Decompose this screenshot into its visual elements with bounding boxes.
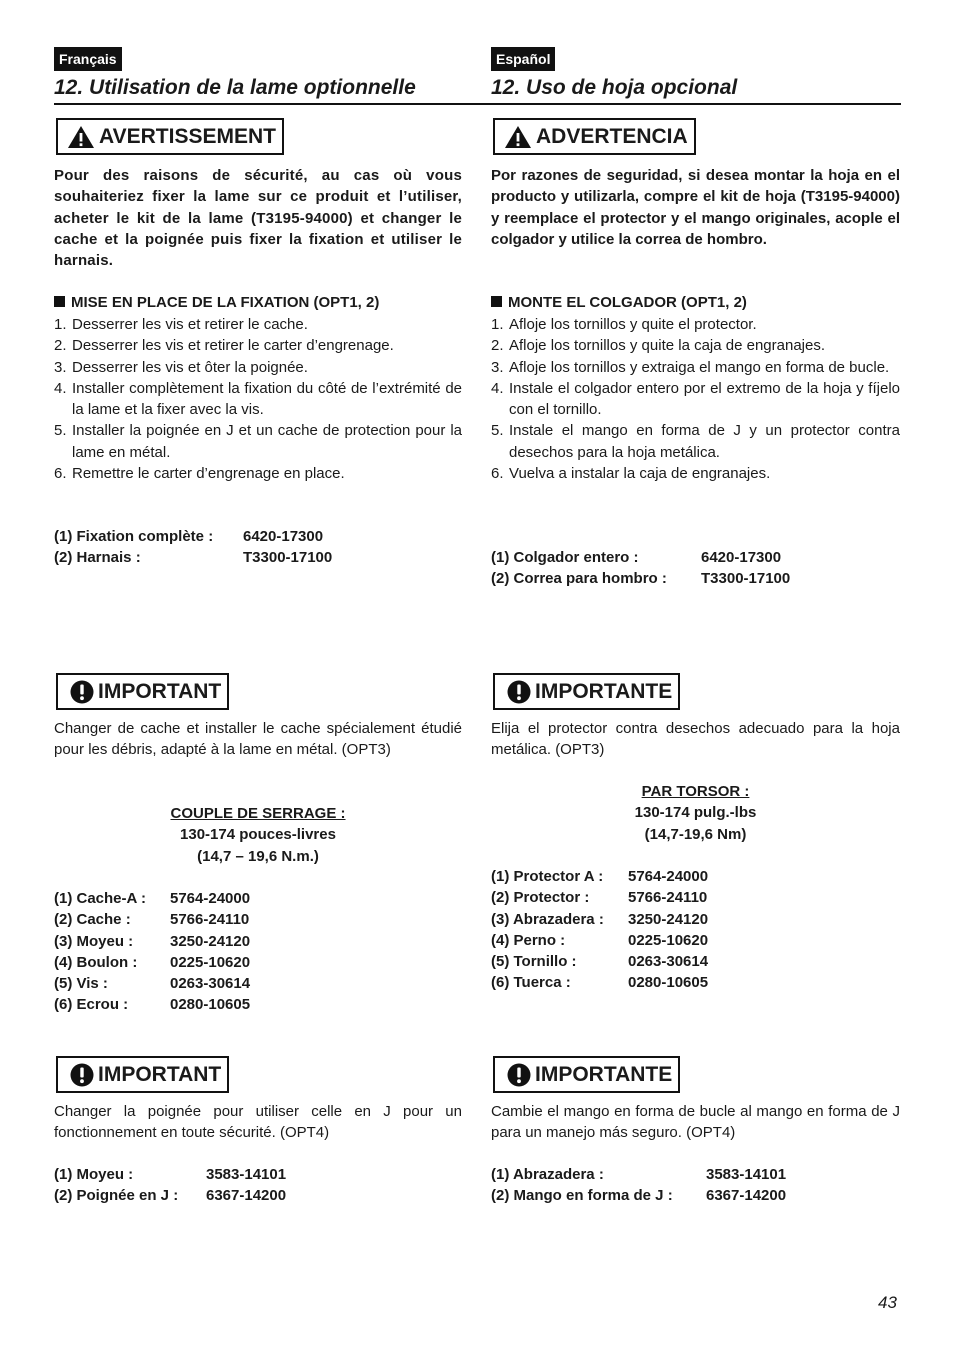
section-title: 12. Utilisation de la lame optionnelle <box>54 76 416 99</box>
part-row <box>54 931 462 952</box>
step-text: Desserrer les vis et retirer le carter d’engrenage. <box>72 337 394 355</box>
part-code: 6367-14200 <box>206 1187 287 1205</box>
step-item <box>491 314 900 335</box>
step-number: 6. <box>491 465 504 483</box>
step-item <box>491 335 900 356</box>
part-code: T3300-17100 <box>701 570 791 588</box>
important-label: IMPORTANTE <box>535 1062 673 1086</box>
square-bullet-icon <box>54 296 65 307</box>
step-item <box>54 463 462 484</box>
exclamation-icon <box>507 1063 531 1087</box>
step-text: Instale el colgador entero por el extremo de la hoja y fíjelo con el tornillo. <box>509 379 900 419</box>
header-rule <box>54 103 901 105</box>
part-code: 3250-24120 <box>170 932 251 950</box>
important-text-2: Cambie el mango en forma de bucle al mango en forma de J para un manejo más seguro. (OPT4) <box>491 1103 900 1142</box>
part-row <box>54 1164 462 1185</box>
warning-box <box>56 118 284 155</box>
part-row <box>491 866 900 887</box>
language-badge: Español <box>491 47 555 71</box>
step-text: Installer complètement la fixation du côté de l’extrémité de la lame et la fixer avec la vis. <box>72 379 462 419</box>
part-label: (2) Harnais : <box>54 549 141 567</box>
warning-text: Pour des raisons de sécurité, au cas où vous souhaiteriez fixer la lame sur ce produit et l’utiliser, acheter le kit de la lame (T3195-94000) et changer le cache et la poignée puis fixer la fixation et utiliser le harnais. <box>54 167 462 270</box>
important-box-1 <box>56 673 229 710</box>
part-label: (3) Moyeu : <box>54 932 134 950</box>
step-item <box>54 335 462 356</box>
part-label: (1) Protector A : <box>491 868 604 885</box>
torque-title: PAR TORSOR : <box>641 783 750 800</box>
step-number: 2. <box>54 337 67 355</box>
step-item <box>54 314 462 335</box>
step-number: 6. <box>54 465 67 483</box>
part-row <box>491 951 900 972</box>
parts-list-2 <box>491 866 900 994</box>
torque-spec <box>491 781 900 845</box>
part-code: 6420-17300 <box>701 549 782 566</box>
step-text: Desserrer les vis et retirer le cache. <box>72 316 308 333</box>
important-box-1 <box>493 673 680 710</box>
part-code: 3583-14101 <box>206 1166 287 1183</box>
warning-label: ADVERTENCIA <box>536 124 688 148</box>
language-badge: Français <box>54 47 122 71</box>
step-number: 1. <box>54 316 67 333</box>
important-text-1: Changer de cache et installer le cache spécialement étudié pour les débris, adapté à la lame en métal. (OPT3) <box>54 720 462 759</box>
step-text: Vuelva a instalar la caja de engranajes. <box>509 465 771 483</box>
step-text: Afloje los tornillos y extraiga el mango en forma de bucle. <box>509 358 890 376</box>
part-code: 0263-30614 <box>170 975 251 993</box>
step-number: 4. <box>54 379 67 397</box>
part-label: (1) Colgador entero : <box>491 549 639 566</box>
parts-list-2 <box>54 888 462 1016</box>
part-code: 5766-24110 <box>628 889 708 907</box>
important-text-1: Elija el protector contra desechos adecuado para la hoja metálica. (OPT3) <box>491 720 900 759</box>
warning-box <box>493 118 696 155</box>
step-number: 5. <box>491 422 504 440</box>
step-text: Desserrer les vis et ôter la poignée. <box>72 358 308 376</box>
important-label: IMPORTANTE <box>535 679 673 703</box>
part-row <box>54 888 462 909</box>
part-code: 3583-14101 <box>706 1166 787 1183</box>
torque-value: 130-174 pouces-livres <box>180 826 336 844</box>
part-row <box>491 547 900 568</box>
part-code: 5764-24000 <box>628 868 709 885</box>
part-label: (2) Cache : <box>54 911 131 929</box>
part-label: (1) Cache-A : <box>54 890 146 907</box>
important-label: IMPORTANT <box>98 1062 222 1086</box>
part-row <box>54 909 462 930</box>
step-item <box>54 357 462 378</box>
part-label: (2) Poignée en J : <box>54 1187 179 1205</box>
warning-label: AVERTISSEMENT <box>99 124 276 148</box>
step-item <box>491 463 900 484</box>
exclamation-icon <box>70 680 94 704</box>
part-code: 0263-30614 <box>628 953 709 971</box>
parts-list-1 <box>54 526 462 569</box>
section-title: 12. Uso de hoja opcional <box>491 76 738 99</box>
step-item <box>491 420 900 463</box>
important-text-2: Changer la poignée pour utiliser celle en J pour un fonctionnement en toute sécurité. (OPT4) <box>54 1103 462 1142</box>
parts-list-3 <box>491 1164 900 1207</box>
exclamation-icon <box>507 680 531 704</box>
part-row <box>54 952 462 973</box>
part-label: (2) Correa para hombro : <box>491 570 667 588</box>
important-box-2 <box>56 1056 229 1093</box>
part-code: 0280-10605 <box>628 974 709 992</box>
important-box-2 <box>493 1056 680 1093</box>
warning-triangle-icon <box>67 125 95 149</box>
part-code: 0225-10620 <box>628 931 709 949</box>
step-number: 1. <box>491 316 504 333</box>
warning-triangle-icon <box>504 125 532 149</box>
part-row <box>54 1185 462 1206</box>
part-label: (1) Abrazadera : <box>491 1166 604 1183</box>
subheading <box>491 292 900 313</box>
warning-text: Por razones de seguridad, si desea montar la hoja en el producto y utilizarla, compre el kit de hoja (T3195-94000) y reemplace el protector y el mango originales, acople el colgador y utilice la correa de hombro. <box>491 167 900 248</box>
steps-list <box>491 314 900 484</box>
steps-list <box>54 314 462 484</box>
torque-metric: (14,7-19,6 Nm) <box>644 825 747 843</box>
part-code: 6367-14200 <box>706 1187 787 1205</box>
part-code: 0280-10605 <box>170 996 251 1014</box>
part-label: (4) Perno : <box>491 931 566 949</box>
torque-spec <box>54 803 462 867</box>
parts-list-1 <box>491 547 900 590</box>
part-row <box>54 994 462 1015</box>
step-number: 4. <box>491 379 504 397</box>
part-row <box>54 547 462 568</box>
part-row <box>491 887 900 908</box>
part-label: (4) Boulon : <box>54 953 138 971</box>
step-text: Afloje los tornillos y quite la caja de engranajes. <box>509 337 826 355</box>
torque-metric: (14,7 – 19,6 N.m.) <box>197 847 319 865</box>
subheading-text: MONTE EL COLGADOR (OPT1, 2) <box>508 294 747 311</box>
part-code: 5766-24110 <box>170 911 250 929</box>
step-item <box>491 378 900 421</box>
step-text: Installer la poignée en J et un cache de protection pour la lame en métal. <box>72 422 462 461</box>
step-number: 3. <box>54 358 67 376</box>
step-text: Afloje los tornillos y quite el protector. <box>509 316 757 333</box>
part-row <box>491 1185 900 1206</box>
part-row <box>491 568 900 589</box>
torque-value: 130-174 pulg.-lbs <box>634 804 757 822</box>
part-row <box>491 1164 900 1185</box>
part-label: (5) Tornillo : <box>491 953 577 971</box>
part-row <box>491 909 900 930</box>
part-label: (6) Ecrou : <box>54 996 129 1014</box>
part-label: (5) Vis : <box>54 975 108 993</box>
part-code: T3300-17100 <box>243 549 333 567</box>
step-item <box>54 420 462 463</box>
step-text: Remettre le carter d’engrenage en place. <box>72 465 345 483</box>
page-number: 43 <box>878 1293 897 1312</box>
part-label: (1) Fixation complète : <box>54 528 214 545</box>
part-row <box>54 973 462 994</box>
step-text: Instale el mango en forma de J y un protector contra desechos para la hoja metálica. <box>509 422 900 461</box>
part-label: (2) Mango en forma de J : <box>491 1187 673 1205</box>
part-row <box>491 930 900 951</box>
important-label: IMPORTANT <box>98 679 222 703</box>
square-bullet-icon <box>491 296 502 307</box>
subheading <box>54 292 462 313</box>
step-number: 2. <box>491 337 504 355</box>
step-item <box>491 357 900 378</box>
part-code: 0225-10620 <box>170 953 251 971</box>
part-label: (3) Abrazadera : <box>491 910 604 928</box>
part-label: (6) Tuerca : <box>491 974 571 992</box>
part-label: (2) Protector : <box>491 889 590 907</box>
torque-title: COUPLE DE SERRAGE : <box>170 805 346 822</box>
part-code: 3250-24120 <box>628 910 709 928</box>
step-number: 3. <box>491 358 504 376</box>
parts-list-3 <box>54 1164 462 1207</box>
part-code: 5764-24000 <box>170 890 251 907</box>
exclamation-icon <box>70 1063 94 1087</box>
step-item <box>54 378 462 421</box>
step-number: 5. <box>54 422 67 440</box>
part-row <box>54 526 462 547</box>
subheading-text: MISE EN PLACE DE LA FIXATION (OPT1, 2) <box>71 294 380 311</box>
part-label: (1) Moyeu : <box>54 1166 134 1183</box>
part-code: 6420-17300 <box>243 528 324 545</box>
part-row <box>491 972 900 993</box>
